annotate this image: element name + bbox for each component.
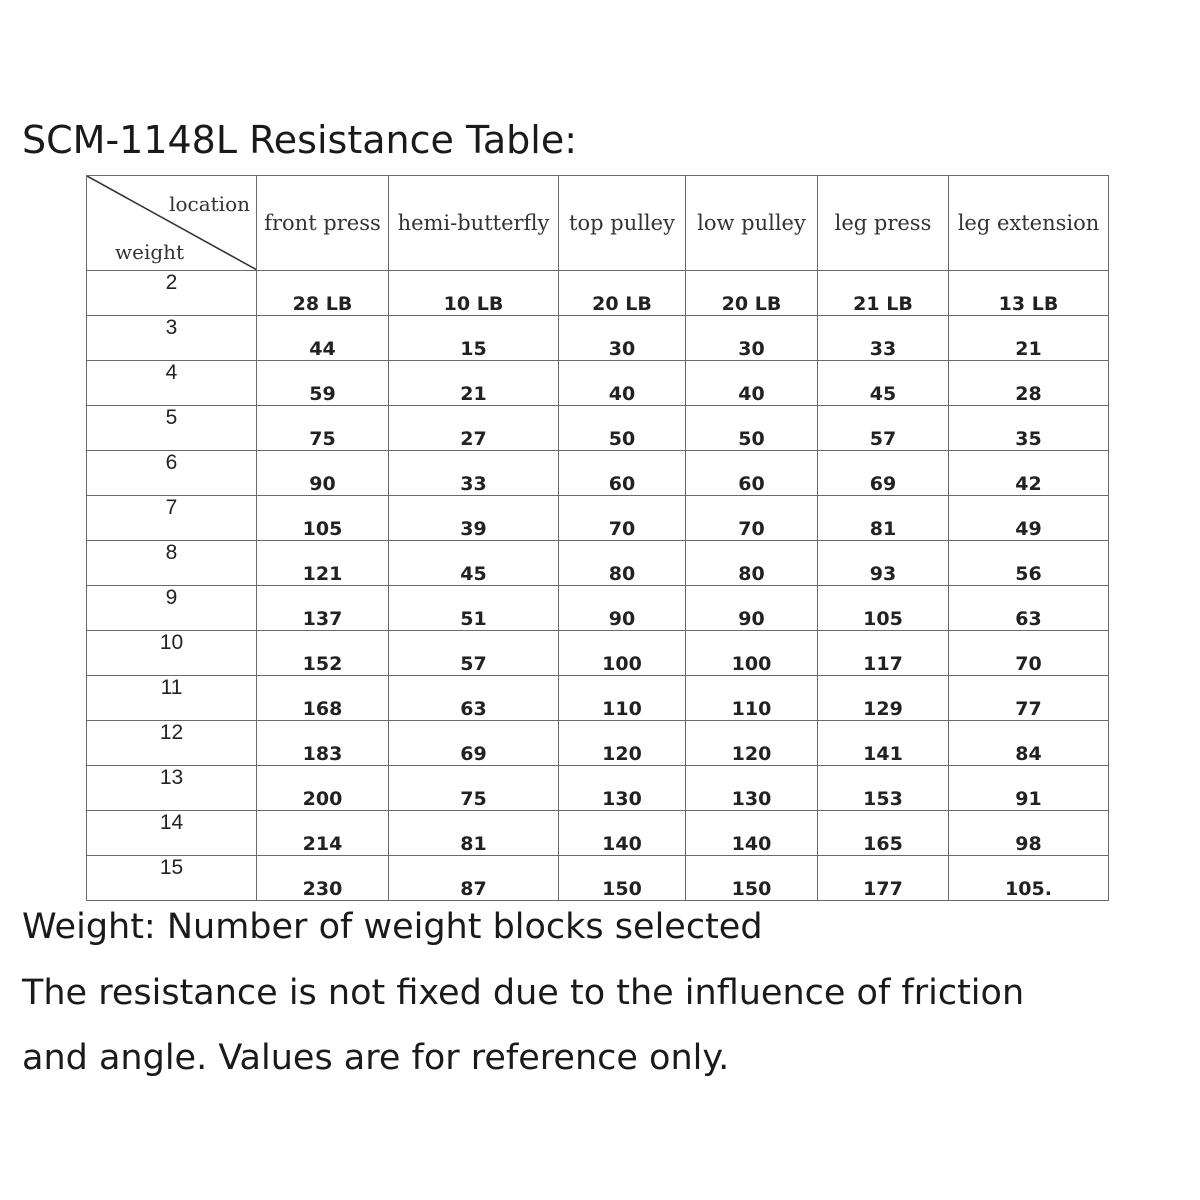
resistance-cell: 30 [686, 316, 818, 361]
resistance-cell: 137 [257, 586, 389, 631]
resistance-cell: 27 [389, 406, 559, 451]
resistance-cell: 140 [686, 811, 818, 856]
resistance-cell: 70 [559, 496, 686, 541]
weight-cell: 5 [87, 406, 257, 451]
resistance-cell: 33 [389, 451, 559, 496]
weight-cell: 4 [87, 361, 257, 406]
table-row [87, 811, 1109, 856]
resistance-cell: 45 [389, 541, 559, 586]
table-row [87, 451, 1109, 496]
resistance-cell: 13 LB [949, 271, 1109, 316]
table-row [87, 361, 1109, 406]
column-header: leg press [818, 176, 949, 271]
resistance-cell: 150 [559, 856, 686, 901]
resistance-cell: 165 [818, 811, 949, 856]
note-disclaimer-line1: The resistance is not fixed due to the influence of friction [22, 973, 1025, 1013]
resistance-cell: 84 [949, 721, 1109, 766]
resistance-cell: 70 [686, 496, 818, 541]
resistance-cell: 168 [257, 676, 389, 721]
resistance-cell: 105. [949, 856, 1109, 901]
resistance-cell: 230 [257, 856, 389, 901]
table-row [87, 406, 1109, 451]
resistance-cell: 69 [389, 721, 559, 766]
resistance-cell: 130 [686, 766, 818, 811]
resistance-cell: 90 [559, 586, 686, 631]
resistance-cell: 98 [949, 811, 1109, 856]
resistance-cell: 20 LB [686, 271, 818, 316]
resistance-cell: 45 [818, 361, 949, 406]
resistance-cell: 150 [686, 856, 818, 901]
resistance-cell: 80 [559, 541, 686, 586]
table-row [87, 496, 1109, 541]
resistance-cell: 93 [818, 541, 949, 586]
table-row [87, 271, 1109, 316]
resistance-cell: 141 [818, 721, 949, 766]
resistance-cell: 75 [389, 766, 559, 811]
resistance-cell: 57 [818, 406, 949, 451]
resistance-cell: 100 [559, 631, 686, 676]
resistance-cell: 110 [686, 676, 818, 721]
resistance-cell: 57 [389, 631, 559, 676]
resistance-cell: 117 [818, 631, 949, 676]
table-row [87, 586, 1109, 631]
resistance-cell: 51 [389, 586, 559, 631]
resistance-cell: 15 [389, 316, 559, 361]
resistance-cell: 10 LB [389, 271, 559, 316]
resistance-cell: 28 [949, 361, 1109, 406]
resistance-cell: 21 [949, 316, 1109, 361]
resistance-cell: 49 [949, 496, 1109, 541]
weight-cell: 6 [87, 451, 257, 496]
weight-cell: 15 [87, 856, 257, 901]
resistance-cell: 177 [818, 856, 949, 901]
resistance-cell: 21 LB [818, 271, 949, 316]
header-row [87, 176, 1109, 271]
resistance-cell: 87 [389, 856, 559, 901]
table-row [87, 856, 1109, 901]
note-weight-definition: Weight: Number of weight blocks selected [22, 907, 763, 947]
table-row [87, 316, 1109, 361]
weight-cell: 13 [87, 766, 257, 811]
resistance-cell: 121 [257, 541, 389, 586]
table-row [87, 766, 1109, 811]
column-header: front press [257, 176, 389, 271]
resistance-cell: 105 [818, 586, 949, 631]
resistance-cell: 60 [559, 451, 686, 496]
resistance-cell: 105 [257, 496, 389, 541]
resistance-cell: 35 [949, 406, 1109, 451]
resistance-cell: 50 [686, 406, 818, 451]
resistance-cell: 130 [559, 766, 686, 811]
resistance-cell: 91 [949, 766, 1109, 811]
resistance-cell: 59 [257, 361, 389, 406]
resistance-cell: 81 [818, 496, 949, 541]
resistance-cell: 33 [818, 316, 949, 361]
resistance-cell: 120 [559, 721, 686, 766]
resistance-cell: 60 [686, 451, 818, 496]
weight-cell: 14 [87, 811, 257, 856]
table-row [87, 721, 1109, 766]
column-header: low pulley [686, 176, 818, 271]
page-title: SCM-1148L Resistance Table: [22, 118, 578, 162]
resistance-cell: 44 [257, 316, 389, 361]
note-disclaimer-line2: and angle. Values are for reference only. [22, 1038, 730, 1078]
weight-cell: 8 [87, 541, 257, 586]
weight-cell: 7 [87, 496, 257, 541]
corner-header-cell [87, 176, 257, 271]
resistance-cell: 140 [559, 811, 686, 856]
table-row [87, 631, 1109, 676]
resistance-cell: 40 [559, 361, 686, 406]
resistance-cell: 42 [949, 451, 1109, 496]
table-body [87, 271, 1109, 901]
resistance-cell: 153 [818, 766, 949, 811]
resistance-cell: 21 [389, 361, 559, 406]
resistance-cell: 90 [686, 586, 818, 631]
resistance-cell: 28 LB [257, 271, 389, 316]
resistance-cell: 81 [389, 811, 559, 856]
column-header: hemi-butterfly [389, 176, 559, 271]
resistance-cell: 200 [257, 766, 389, 811]
column-header: leg extension [949, 176, 1109, 271]
table-row [87, 541, 1109, 586]
resistance-cell: 40 [686, 361, 818, 406]
column-header: top pulley [559, 176, 686, 271]
resistance-cell: 214 [257, 811, 389, 856]
resistance-cell: 80 [686, 541, 818, 586]
location-label: location [169, 192, 250, 216]
resistance-cell: 90 [257, 451, 389, 496]
weight-cell: 12 [87, 721, 257, 766]
weight-cell: 11 [87, 676, 257, 721]
resistance-cell: 69 [818, 451, 949, 496]
resistance-cell: 39 [389, 496, 559, 541]
resistance-cell: 75 [257, 406, 389, 451]
resistance-cell: 70 [949, 631, 1109, 676]
weight-cell: 9 [87, 586, 257, 631]
resistance-cell: 129 [818, 676, 949, 721]
resistance-cell: 183 [257, 721, 389, 766]
resistance-cell: 120 [686, 721, 818, 766]
resistance-cell: 63 [949, 586, 1109, 631]
resistance-cell: 100 [686, 631, 818, 676]
resistance-cell: 50 [559, 406, 686, 451]
resistance-table [86, 175, 1109, 901]
weight-cell: 10 [87, 631, 257, 676]
resistance-cell: 56 [949, 541, 1109, 586]
weight-cell: 3 [87, 316, 257, 361]
weight-label: weight [115, 240, 185, 264]
resistance-cell: 152 [257, 631, 389, 676]
resistance-cell: 20 LB [559, 271, 686, 316]
weight-cell: 2 [87, 271, 257, 316]
resistance-cell: 63 [389, 676, 559, 721]
resistance-cell: 77 [949, 676, 1109, 721]
resistance-cell: 30 [559, 316, 686, 361]
resistance-cell: 110 [559, 676, 686, 721]
table-row [87, 676, 1109, 721]
